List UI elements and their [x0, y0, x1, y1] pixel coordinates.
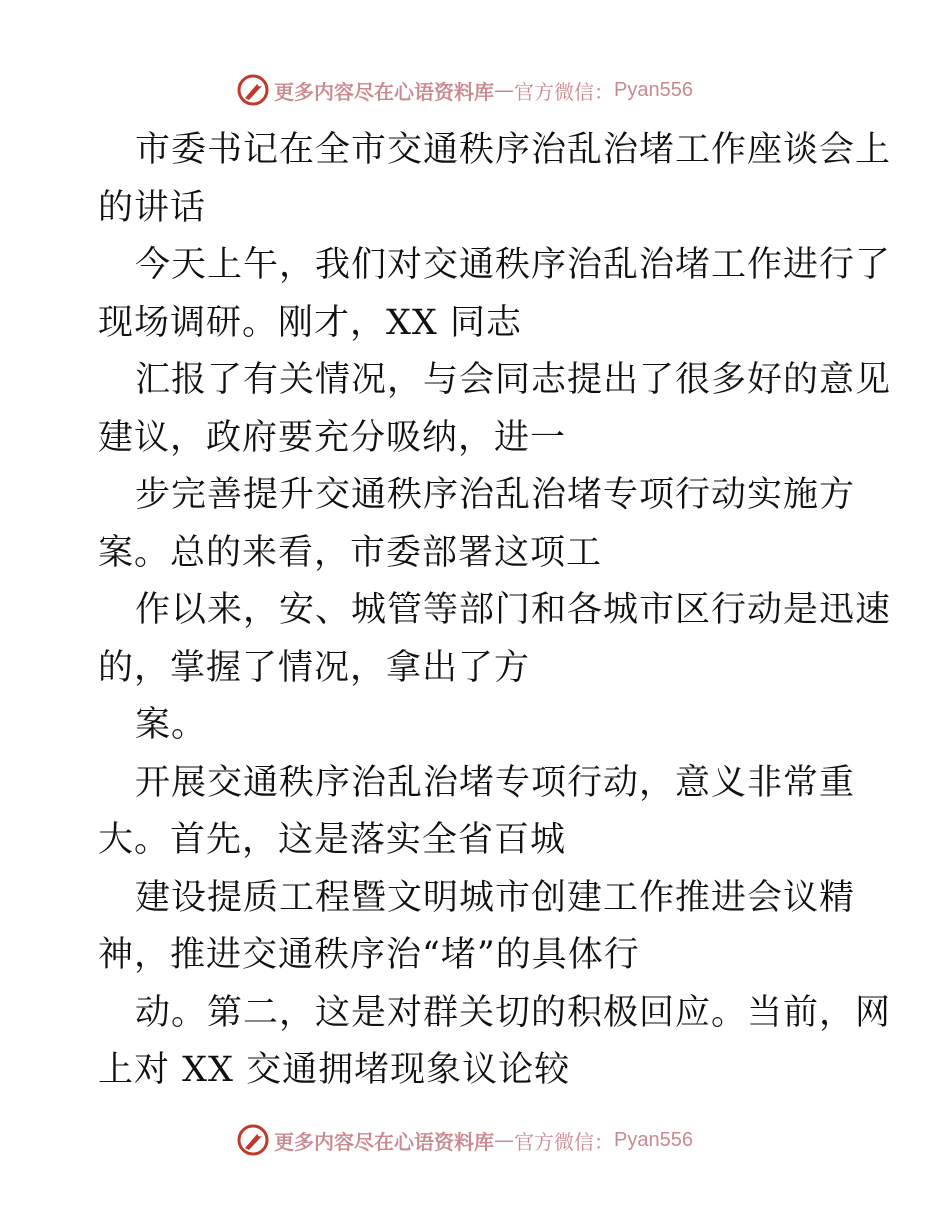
text-line: 上对 XX 交通拥堵现象议论较 [98, 1050, 571, 1090]
text-line: 今天上午，我们对交通秩序治乱治堵工作进行了 [135, 245, 892, 285]
text-line: 市委书记在全市交通秩序治乱治堵工作座谈会上 [135, 130, 892, 170]
text-line: 开展交通秩序治乱治堵专项行动，意义非常重 [135, 762, 856, 803]
text-line: 建议，政府要充分吸纳，进一 [98, 417, 567, 458]
pen-logo-icon [236, 73, 270, 107]
text-line: 案。总的来看，市委部署这项工 [98, 532, 603, 573]
header-watermark [236, 73, 693, 107]
footer-watermark [236, 1123, 693, 1157]
document-body [98, 122, 892, 1100]
text-line: 建设提质工程暨文明城市创建工作推进会议精 [135, 877, 856, 918]
text-line: 汇报了有关情况，与会同志提出了很多好的意见 [135, 360, 892, 400]
watermark-suffix: 官方微信： [514, 1129, 614, 1154]
watermark-account: Pyan556 [614, 78, 693, 101]
text-line: 神，推进交通秩序治“堵”的具体行 [98, 935, 640, 975]
text-line: 步完善提升交通秩序治乱治堵专项行动实施方 [135, 475, 856, 515]
watermark-suffix: 官方微信： [514, 79, 614, 104]
watermark-main-text: 更多内容尽在心语资料库 [274, 79, 494, 104]
text-line: 作以来，安、城管等部门和各城市区行动是迅速 [135, 590, 892, 630]
text-line: 动。第二，这是对群关切的积极回应。当前，网 [135, 992, 892, 1033]
watermark-account: Pyan556 [614, 1128, 693, 1151]
text-line: 的讲话 [98, 187, 207, 228]
text-line: 大。首先，这是落实全省百城 [98, 820, 567, 860]
text-line: 的，掌握了情况，拿出了方 [98, 647, 531, 688]
text-line: 案。 [135, 705, 208, 745]
text-line: 现场调研。刚才，XX 同志 [98, 302, 522, 343]
watermark-main-text: 更多内容尽在心语资料库 [274, 1129, 494, 1154]
pen-logo-icon [236, 1123, 270, 1157]
watermark-dash: — [494, 78, 514, 102]
watermark-dash: — [494, 1128, 514, 1152]
